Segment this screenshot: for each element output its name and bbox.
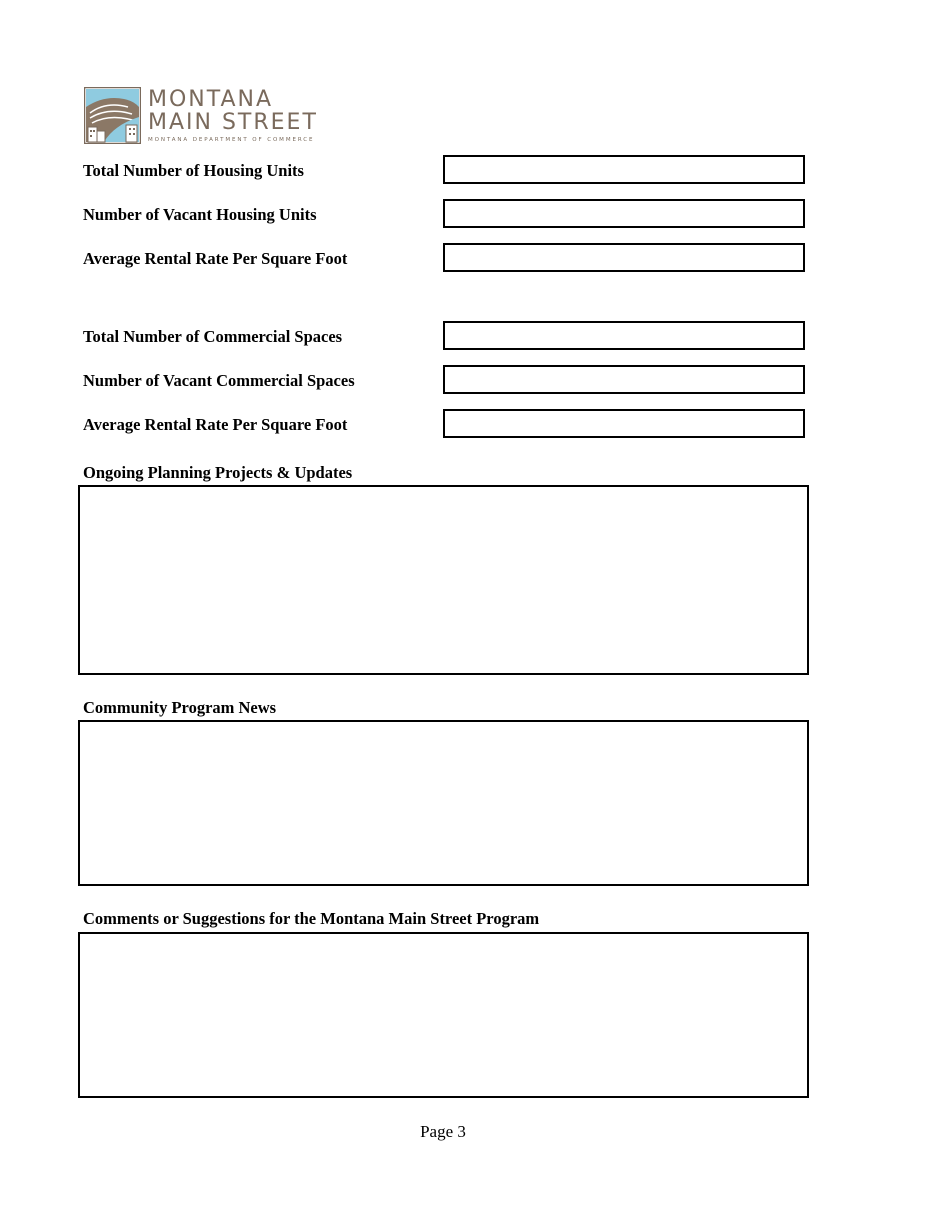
logo-title-line1: MONTANA <box>148 87 274 112</box>
vacant-housing-units-field[interactable] <box>443 199 805 228</box>
housing-rental-rate-field[interactable] <box>443 243 805 272</box>
page-number: Page 3 <box>420 1122 466 1141</box>
vacant-commercial-spaces-label: Number of Vacant Commercial Spaces <box>83 371 355 390</box>
planning-projects-label: Ongoing Planning Projects & Updates <box>83 463 353 482</box>
commercial-rental-rate-label: Average Rental Rate Per Square Foot <box>83 415 348 434</box>
housing-rental-rate-label: Average Rental Rate Per Square Foot <box>83 249 348 268</box>
total-housing-units-label: Total Number of Housing Units <box>83 161 304 180</box>
montana-main-street-logo <box>84 87 352 145</box>
comments-label: Comments or Suggestions for the Montana Main Street Program <box>83 909 540 928</box>
vacant-commercial-spaces-field[interactable] <box>443 365 805 394</box>
landscape-logo-icon <box>84 87 141 144</box>
total-housing-units-field[interactable] <box>443 155 805 184</box>
total-commercial-spaces-label: Total Number of Commercial Spaces <box>83 327 343 346</box>
planning-projects-textarea[interactable] <box>78 485 809 675</box>
commercial-rental-rate-field[interactable] <box>443 409 805 438</box>
logo-tagline: MONTANA DEPARTMENT OF COMMERCE <box>148 137 315 143</box>
community-news-textarea[interactable] <box>78 720 809 886</box>
total-commercial-spaces-field[interactable] <box>443 321 805 350</box>
community-news-label: Community Program News <box>83 698 277 717</box>
comments-textarea[interactable] <box>78 932 809 1098</box>
vacant-housing-units-label: Number of Vacant Housing Units <box>83 205 317 224</box>
logo-title-line2: MAIN STREET <box>148 110 318 135</box>
